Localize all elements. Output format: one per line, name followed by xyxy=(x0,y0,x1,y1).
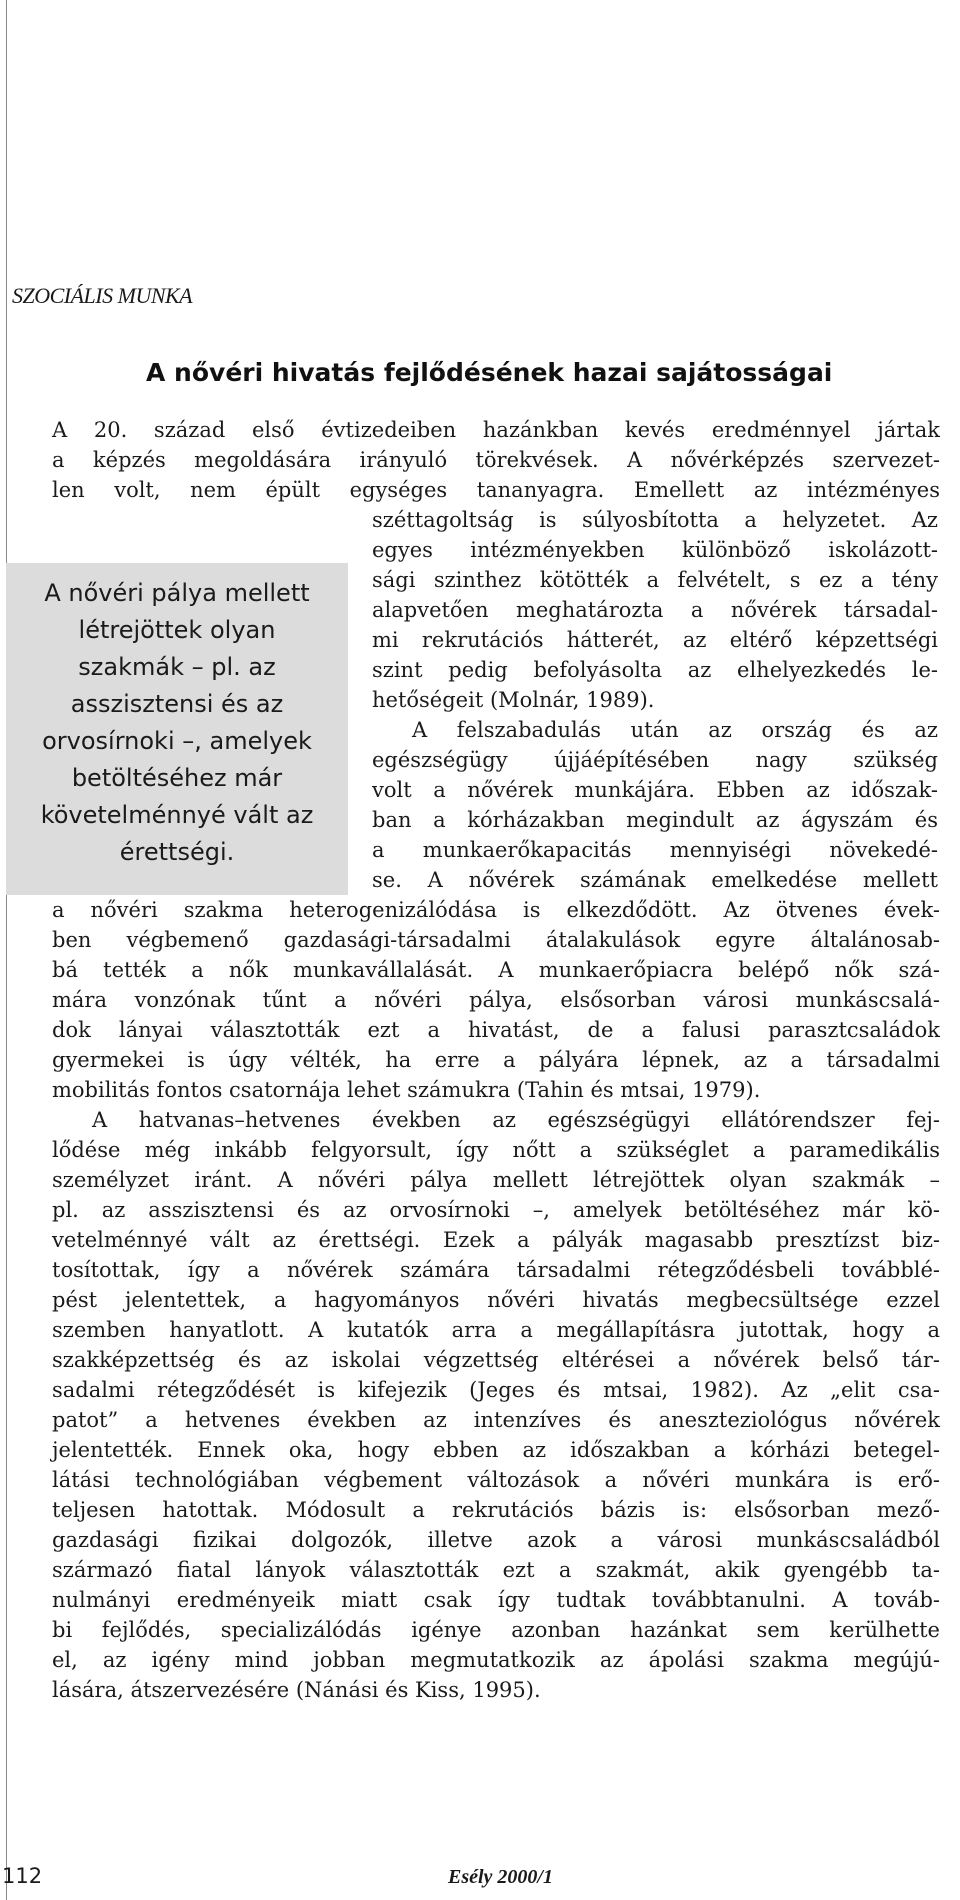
article-title: A nővéri hivatás fejlődésének hazai sajátosságai xyxy=(146,358,833,387)
body-line: teljesen hatottak. Módosult a rekrutációs bázis is: elsősorban mező- xyxy=(52,1498,940,1522)
body-line: A hatvanas–hetvenes években az egészségügyi ellátórendszer fej- xyxy=(92,1108,940,1132)
body-line: sági szinthez kötötték a felvételt, s ez a tény xyxy=(372,568,938,592)
body-line: bá tették a nők munkavállalását. A munkaerőpiacra belépő nők szá- xyxy=(52,958,940,982)
page-number: 112 xyxy=(2,1864,43,1888)
body-line: el, az igény mind jobban megmutatkozik az ápolási szakma megújú- xyxy=(52,1648,940,1672)
body-line: vetelménnyé vált az érettségi. Ezek a pályák magasabb presztízst biz- xyxy=(52,1228,940,1252)
body-line: A 20. század első évtizedeiben hazánkban kevés eredménnyel jártak xyxy=(52,418,940,442)
left-margin-rule xyxy=(6,0,7,1900)
section-label: SZOCIÁLIS MUNKA xyxy=(12,283,193,308)
body-line: se. A nővérek számának emelkedése mellett xyxy=(372,868,938,892)
pullquote-line: orvosírnoki –, amelyek xyxy=(42,727,312,755)
pullquote-text xyxy=(6,575,348,871)
body-line: látási technológiában végbement változások a nővéri munkára is erő- xyxy=(52,1468,940,1492)
body-line: a nővéri szakma heterogenizálódása is elkezdődött. Az ötvenes évek- xyxy=(52,898,940,922)
pullquote-line: érettségi. xyxy=(119,838,235,866)
body-line: szemben hanyatlott. A kutatók arra a megállapításra jutottak, hogy a xyxy=(52,1318,940,1342)
body-line: lására, átszervezésére (Nánási és Kiss, 1995). xyxy=(52,1678,541,1702)
pullquote-line: asszisztensi és az xyxy=(70,690,284,718)
body-line: volt a nővérek munkájára. Ebben az időszak- xyxy=(372,778,938,802)
body-line: len volt, nem épült egységes tananyagra. Emellett az intézményes xyxy=(52,478,940,502)
journal-name: Esély 2000/1 xyxy=(448,1866,553,1888)
body-line: mi rekrutációs hátterét, az eltérő képzettségi xyxy=(372,628,938,652)
body-line: ban a kórházakban megindult az ágyszám és xyxy=(372,808,938,832)
body-line: jelentették. Ennek oka, hogy ebben az időszakban a kórházi betegel- xyxy=(52,1438,940,1462)
body-line: szakképzettség és az iskolai végzettség eltérései a nővérek belső tár- xyxy=(52,1348,940,1372)
body-line: sadalmi rétegződését is kifejezik (Jeges és mtsai, 1982). Az „elit csa- xyxy=(52,1378,940,1402)
pullquote-line: betöltéséhez már xyxy=(71,764,283,792)
body-line: hetőségeit (Molnár, 1989). xyxy=(372,688,655,712)
body-line: pl. az asszisztensi és az orvosírnoki –, amelyek betöltéséhez már kö- xyxy=(52,1198,940,1222)
body-line: alapvetően meghatározta a nővérek társadal- xyxy=(372,598,938,622)
body-line: származó fiatal lányok választották ezt a szakmát, akik gyengébb ta- xyxy=(52,1558,940,1582)
body-line: mára vonzónak tűnt a nővéri pálya, elsősorban városi munkáscsalá- xyxy=(52,988,940,1012)
body-line: lődése még inkább felgyorsult, így nőtt a szükséglet a paramedikális xyxy=(52,1138,940,1162)
body-line: széttagoltság is súlyosbította a helyzetet. Az xyxy=(372,508,938,532)
body-line: egyes intézményekben különböző iskolázott- xyxy=(372,538,938,562)
body-line: bi fejlődés, specializálódás igénye azonban hazánkat sem kerülhette xyxy=(52,1618,940,1642)
body-line: mobilitás fontos csatornája lehet számukra (Tahin és mtsai, 1979). xyxy=(52,1078,761,1102)
body-line: pést jelentettek, a hagyományos nővéri hivatás megbecsültsége ezzel xyxy=(52,1288,940,1312)
body-line: nulmányi eredményeik miatt csak így tudtak továbbtanulni. A továb- xyxy=(52,1588,940,1612)
body-line: szint pedig befolyásolta az elhelyezkedés le- xyxy=(372,658,938,682)
body-line: gyermekei is úgy vélték, ha erre a pályára lépnek, az a társadalmi xyxy=(52,1048,940,1072)
pullquote-line: szakmák – pl. az xyxy=(78,653,276,681)
body-line: dok lányai választották ezt a hivatást, de a falusi parasztcsaládok xyxy=(52,1018,940,1042)
body-line: egészségügy újjáépítésében nagy szükség xyxy=(372,748,938,772)
body-line: gazdasági fizikai dolgozók, illetve azok a városi munkáscsaládból xyxy=(52,1528,940,1552)
pullquote-line: létrejöttek olyan xyxy=(78,616,276,644)
pullquote-line: A nővéri pálya mellett xyxy=(44,579,310,607)
body-line: a munkaerőkapacitás mennyiségi növekedé- xyxy=(372,838,938,862)
body-line: A felszabadulás után az ország és az xyxy=(412,718,938,742)
body-line: ben végbemenő gazdasági-társadalmi átalakulások egyre általánosab- xyxy=(52,928,940,952)
pullquote-line: követelménnyé vált az xyxy=(40,801,314,829)
body-line: a képzés megoldására irányuló törekvések. A nővérképzés szervezet- xyxy=(52,448,940,472)
body-line: személyzet iránt. A nővéri pálya mellett létrejöttek olyan szakmák – xyxy=(52,1168,940,1192)
pullquote-box xyxy=(6,563,348,895)
body-line: patot” a hetvenes években az intenzíves és aneszteziológus nővérek xyxy=(52,1408,940,1432)
body-line: tosítottak, így a nővérek számára társadalmi rétegződésbeli továbblé- xyxy=(52,1258,940,1282)
